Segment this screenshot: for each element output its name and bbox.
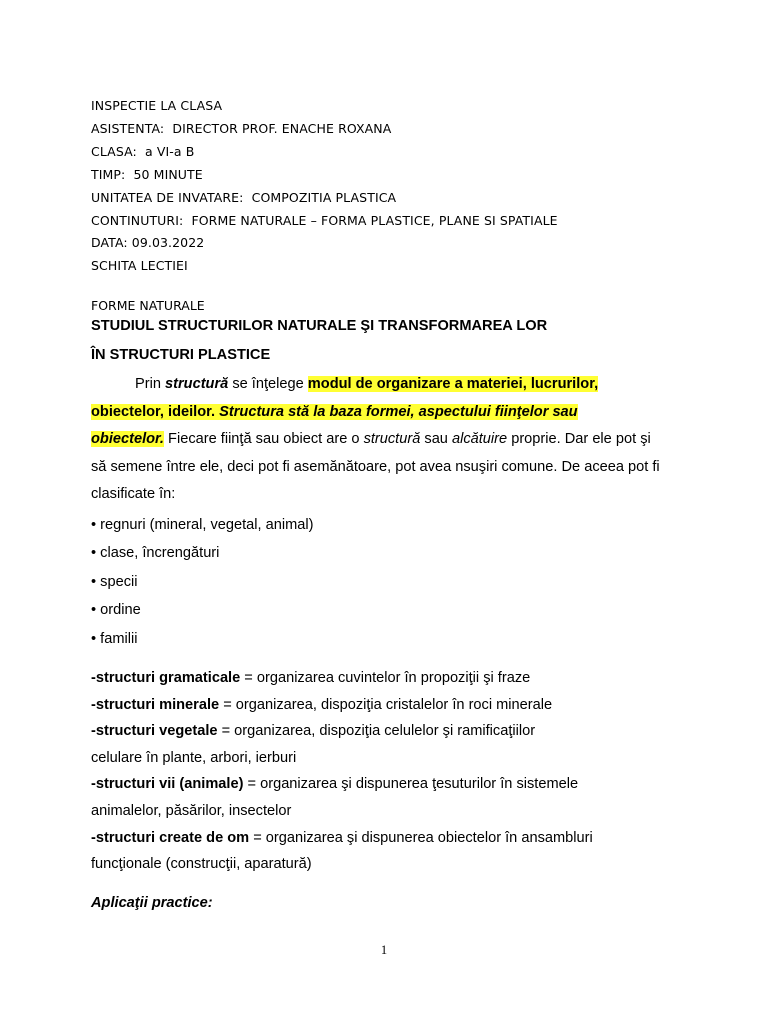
definition-vegetal bbox=[91, 718, 593, 745]
definition-grammatical bbox=[91, 665, 593, 692]
lesson-header bbox=[91, 95, 558, 278]
text-run: Fiecare fiinţă sau obiect are o bbox=[164, 431, 364, 448]
section-label: FORME NATURALE bbox=[91, 298, 205, 313]
section-title-line-1: STUDIUL STRUCTURILOR NATURALE ŞI TRANSFORMAREA LOR bbox=[91, 318, 548, 334]
text-run: Prin bbox=[135, 376, 166, 392]
definition-term: -structuri create de om bbox=[91, 829, 250, 846]
definition-vegetal-continued: celulare în plante, arbori, ierburi bbox=[91, 749, 297, 766]
definition-text: = organizarea şi dispunerea ţesuturilor în sistemele bbox=[243, 776, 579, 793]
definition-text: = organizarea, dispoziţia cristalelor în roci minerale bbox=[219, 696, 553, 713]
list-item: • regnuri (mineral, vegetal, animal) bbox=[91, 517, 314, 533]
text-run: sau bbox=[420, 431, 452, 448]
classification-list bbox=[91, 511, 313, 653]
highlighted-text-emphasis: obiectelor. bbox=[91, 431, 164, 448]
paragraph-line-4: să semene între ele, deci pot fi asemănătoare, pot avea nsuşiri comune. De aceea pot fi bbox=[91, 458, 660, 475]
definition-term: -structuri gramaticale bbox=[91, 670, 241, 686]
list-item: • clase, încrengături bbox=[91, 545, 220, 562]
paragraph-line-5: clasificate în: bbox=[91, 486, 176, 503]
header-line-assistant: ASISTENTA: DIRECTOR PROF. ENACHE ROXANA bbox=[91, 120, 392, 136]
section-title-line-2: ÎN STRUCTURI PLASTICE bbox=[91, 347, 271, 363]
list-item: • specii bbox=[91, 573, 138, 590]
text-run-emphasis: structură bbox=[165, 376, 229, 392]
header-line-class: CLASA: a VI-a B bbox=[91, 143, 195, 159]
definition-term: -structuri vegetale bbox=[91, 723, 218, 740]
highlighted-text: obiectelor, ideilor. bbox=[91, 403, 220, 420]
structure-definitions bbox=[91, 665, 593, 878]
header-line-title: INSPECTIE LA CLASA bbox=[91, 98, 223, 113]
paragraph-line-3 bbox=[91, 426, 691, 454]
definition-text: = organizarea, dispoziţia celulelor şi ramificaţiilor bbox=[217, 723, 536, 740]
header-line-outline: SCHITA LECTIEI bbox=[91, 258, 188, 274]
header-line-unit: UNITATEA DE INVATARE: COMPOZITIA PLASTICA bbox=[91, 189, 397, 205]
definition-term: -structuri minerale bbox=[91, 696, 220, 713]
header-line-contents: CONTINUTURI: FORME NATURALE – FORMA PLASTICE, PLANE SI SPATIALE bbox=[91, 212, 558, 228]
definition-man-made-continued: funcţionale (construcţii, aparatură) bbox=[91, 856, 312, 873]
paragraph-line-1 bbox=[91, 371, 691, 399]
highlighted-text: modul de organizare a materiei, lucrurilor, bbox=[307, 376, 599, 392]
definition-text: = organizarea cuvintelor în propoziţii şi fraze bbox=[240, 670, 531, 686]
definition-animal-continued: animalelor, păsărilor, insectelor bbox=[91, 802, 292, 819]
header-line-time: TIMP: 50 MINUTE bbox=[91, 166, 203, 182]
highlighted-text-emphasis: Structura stă la baza formei, aspectului fiinţelor sau bbox=[219, 403, 578, 420]
definition-mineral bbox=[91, 692, 593, 719]
definition-man-made bbox=[91, 825, 593, 852]
definition-animal bbox=[91, 771, 593, 798]
text-run: se înţelege bbox=[228, 376, 308, 392]
paragraph-line-2 bbox=[91, 399, 691, 427]
text-run: proprie. Dar ele pot şi bbox=[507, 431, 651, 448]
page-number: 1 bbox=[380, 943, 388, 957]
header-line-date: DATA: 09.03.2022 bbox=[91, 235, 205, 251]
list-item: • ordine bbox=[91, 602, 141, 619]
text-run-italic: structură bbox=[363, 431, 421, 448]
definition-term: -structuri vii (animale) bbox=[91, 776, 244, 793]
list-item: • familii bbox=[91, 630, 138, 647]
applications-heading: Aplicaţii practice: bbox=[91, 895, 213, 911]
definition-paragraph bbox=[91, 371, 691, 509]
definition-text: = organizarea şi dispunerea obiectelor în ansambluri bbox=[249, 829, 593, 846]
text-run-italic: alcătuire bbox=[451, 431, 508, 448]
